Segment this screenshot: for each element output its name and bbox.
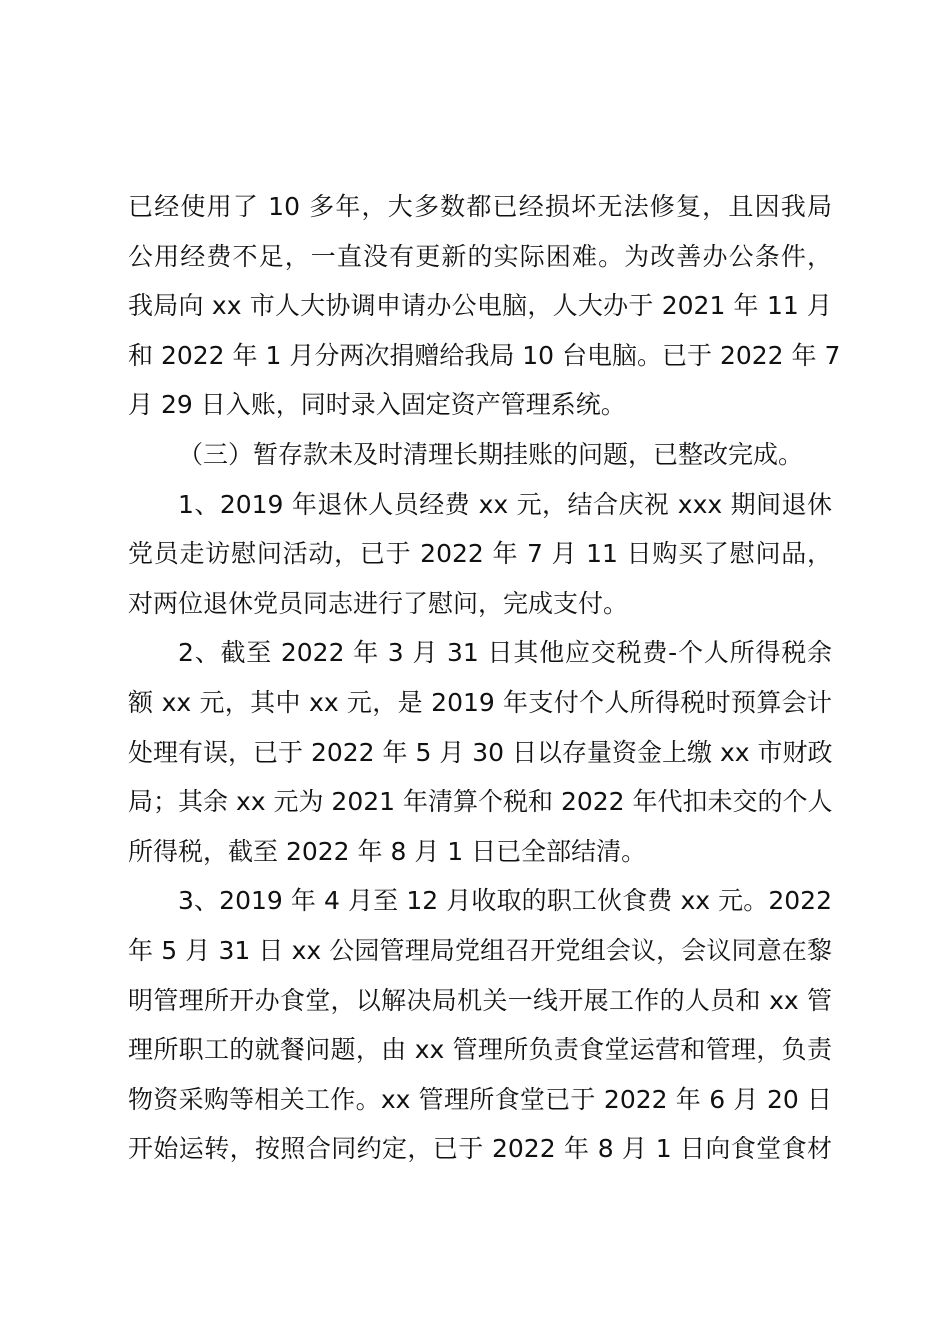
document-body [128, 182, 841, 1174]
text-line-2: 公用经费不足，一直没有更新的实际困难。为改善办公条件， [128, 241, 832, 271]
text-line-11: 额 xx 元，其中 xx 元，是 2019 年支付个人所得税时预算会计 [128, 687, 832, 717]
text-line-13: 局；其余 xx 元为 2021 年清算个税和 2022 年代扣未交的个人 [128, 787, 833, 817]
text-line-8: 党员走访慰问活动，已于 2022 年 7 月 11 日购买了慰问品， [128, 539, 832, 569]
text-line-20: 开始运转，按照合同约定，已于 2022 年 8 月 1 日向食堂食材 [128, 1134, 832, 1164]
text-line-4: 和 2022 年 1 月分两次捐赠给我局 10 台电脑。已于 2022 年 7 [128, 340, 841, 370]
text-line-17: 明管理所开办食堂，以解决局机关一线开展工作的人员和 xx 管 [128, 985, 832, 1015]
text-line-14: 所得税，截至 2022 年 8 月 1 日已全部结清。 [128, 836, 647, 866]
text-line-16: 年 5 月 31 日 xx 公园管理局党组召开党组会议，会议同意在黎 [128, 935, 832, 965]
text-line-7: 1、2019 年退休人员经费 xx 元，结合庆祝 xxx 期间退休 [178, 489, 832, 519]
text-line-5: 月 29 日入账，同时录入固定资产管理系统。 [128, 390, 626, 420]
text-line-19: 物资采购等相关工作。xx 管理所食堂已于 2022 年 6 月 20 日 [128, 1084, 832, 1114]
text-line-1: 已经使用了 10 多年，大多数都已经损坏无法修复，且因我局 [128, 192, 832, 221]
text-line-12: 处理有误，已于 2022 年 5 月 30 日以存量资金上缴 xx 市财政 [128, 737, 833, 767]
text-line-18: 理所职工的就餐问题，由 xx 管理所负责食堂运营和管理，负责 [128, 1035, 832, 1065]
text-line-10: 2、截至 2022 年 3 月 31 日其他应交税费-个人所得税余 [178, 638, 832, 668]
text-line-3: 我局向 xx 市人大协调申请办公电脑，人大办于 2021 年 11 月 [128, 291, 832, 321]
text-line-15: 3、2019 年 4 月至 12 月收取的职工伙食费 xx 元。2022 [178, 886, 832, 916]
text-line-9: 对两位退休党员同志进行了慰问，完成支付。 [128, 588, 629, 618]
section-heading-3: （三）暂存款未及时清理长期挂账的问题，已整改完成。 [178, 439, 804, 469]
